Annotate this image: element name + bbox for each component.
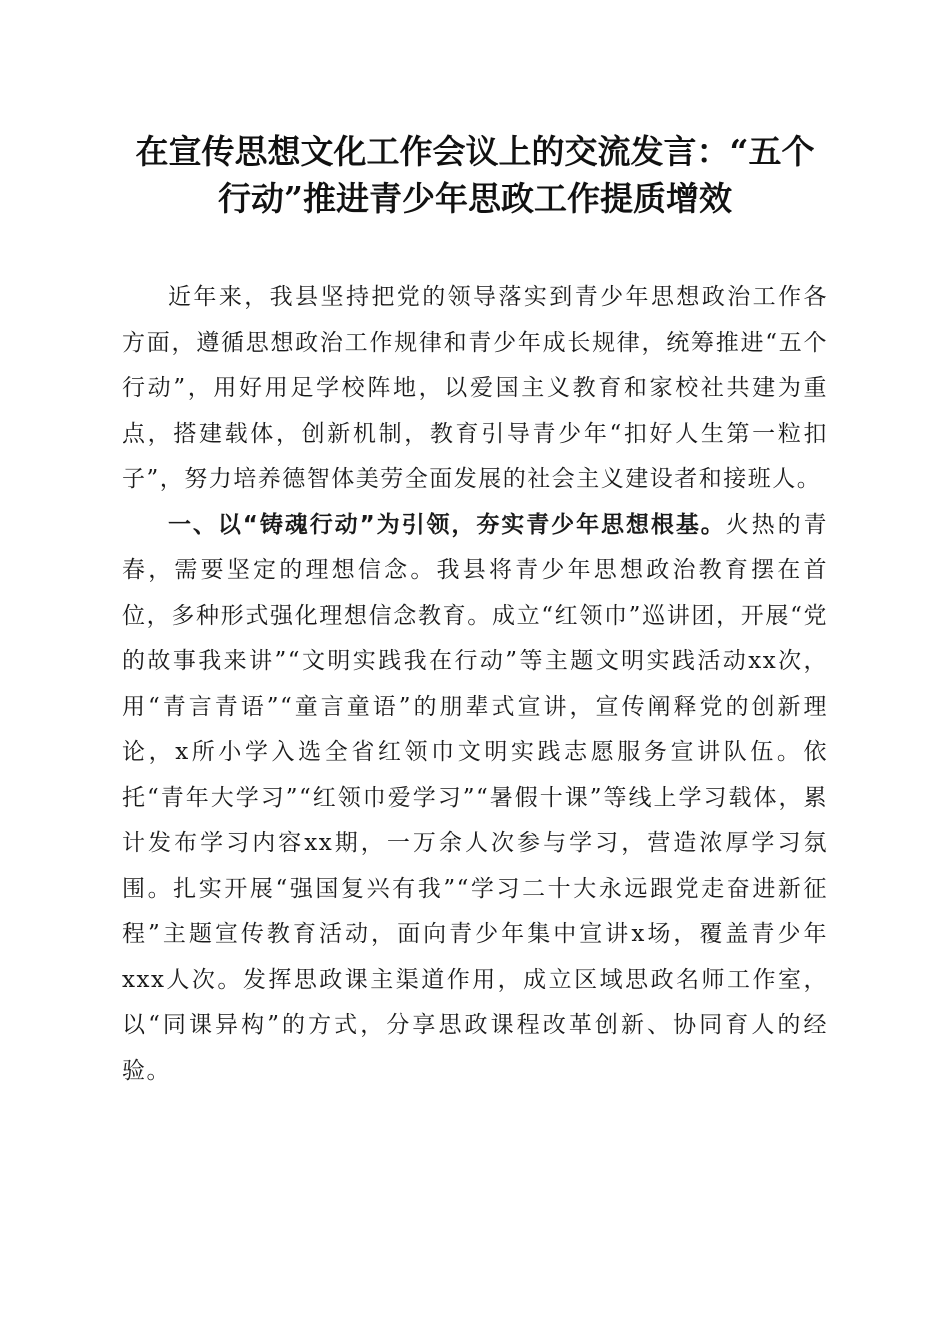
document-title: 在宣传思想文化工作会议上的交流发言：“五个行动”推进青少年思政工作提质增效 [135,132,815,218]
document-page [122,128,828,1094]
intro-paragraph: 近年来，我县坚持把党的领导落实到青少年思想政治工作各方面，遵循思想政治工作规律和青少年成长规律，统筹推进“五个行动”，用好用足学校阵地，以爱国主义教育和家校社共建为重点，搭建载体，创新机制，教育引导青少年“扣好人生第一粒扣子”，努力培养德智体美劳全面发展的社会主义建设者和接班人。 [122,284,828,492]
document-body [122,275,828,1094]
section-1-heading: 一、以“铸魂行动”为引领，夯实青少年思想根基。 [168,511,726,538]
section-1-paragraph [122,503,828,1095]
section-1-body: 火热的青春，需要坚定的理想信念。我县将青少年思想政治教育摆在首位，多种形式强化理想信念教育。成立“红领巾”巡讲团，开展“党的故事我来讲”“文明实践我在行动”等主题文明实践活动xx次，用“青言青语”“童言童语”的朋辈式宣讲，宣传阐释党的创新理论，x所小学入选全省红领巾文明实践志愿服务宣讲队伍。依托“青年大学习”“红领巾爱学习”“暑假十课”等线上学习载体，累计发布学习内容xx期，一万余人次参与学习，营造浓厚学习氛围。扎实开展“强国复兴有我”“学习二十大永远跟党走奋进新征程”主题宣传教育活动，面向青少年集中宣讲x场，覆盖青少年xxx人次。发挥思政课主渠道作用，成立区域思政名师工作室，以“同课异构”的方式，分享思政课程改革创新、协同育人的经验。 [122,511,829,1084]
